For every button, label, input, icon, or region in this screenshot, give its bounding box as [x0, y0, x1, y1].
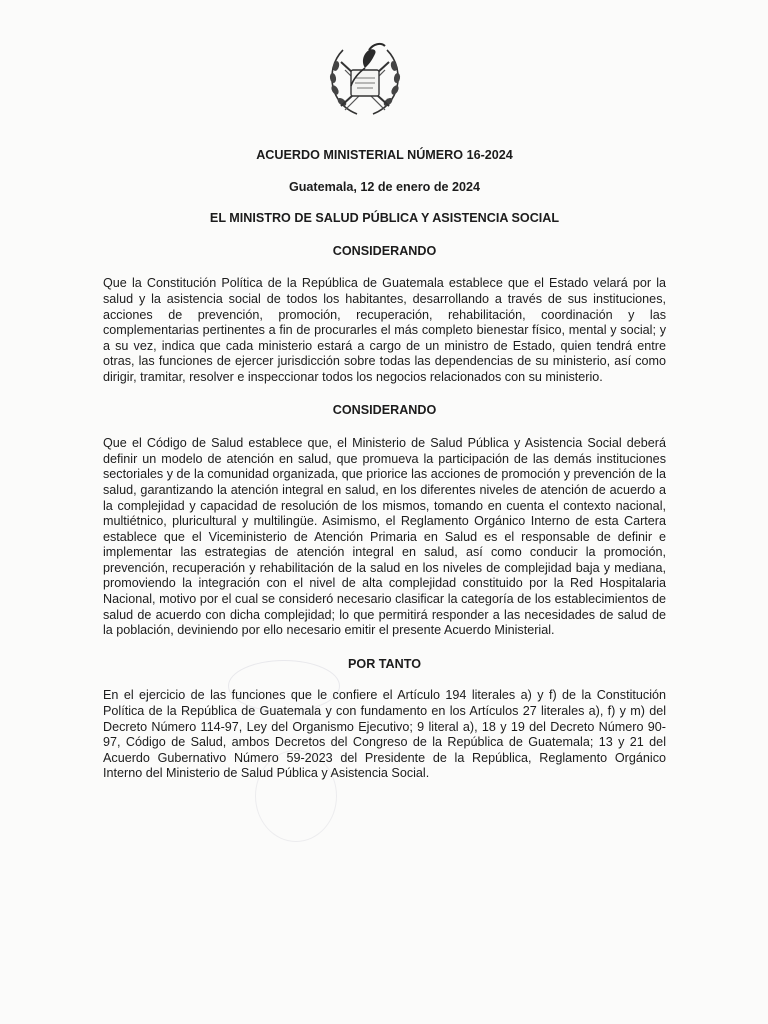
document-body — [103, 148, 666, 782]
document-title: ACUERDO MINISTERIAL NÚMERO 16-2024 — [256, 148, 513, 162]
section-heading-considerando-2: CONSIDERANDO — [332, 402, 437, 417]
paragraph-considerando-1: Que la Constitución Política de la República de Guatemala establece que el Estado velará por la salud y la asistencia social de todos los habitantes, desarrollando a través de sus instituciones, acciones de prevención, promoción, recuperación, rehabilitación, coordinación y las complementarias pertinentes a fin de procurarles el más completo bienestar físico, mental y social; y a su vez, indica que cada ministerio estará a cargo de un ministro de Estado, quien tendrá entre otras, las funciones de ejercer jurisdicción sobre todas las dependencias de su ministerio, así como dirigir, tramitar, resolver e inspeccionar todos los negocios relacionados con su ministerio. — [103, 276, 666, 384]
document-date: Guatemala, 12 de enero de 2024 — [288, 179, 481, 194]
section-heading-considerando-1: CONSIDERANDO — [332, 243, 437, 258]
section-heading-por-tanto: POR TANTO — [348, 656, 421, 671]
issuing-authority: EL MINISTRO DE SALUD PÚBLICA Y ASISTENCIA SOCIAL — [209, 211, 560, 226]
paragraph-considerando-2: Que el Código de Salud establece que, el Ministerio de Salud Pública y Asistencia Social deberá definir un modelo de atención en salud, que promueva la participación de las demás instituciones sectoriales y de la comunidad organizada, que priorice las acciones de promoción y prevención de la salud, garantizando la atención integral en salud, en los diferentes niveles de atención de acuerdo a la complejidad y capacidad de resolución de los mismos, tomando en cuenta el contexto nacional, multiétnico, pluricultural y multilingüe. Asimismo, el Reglamento Orgánico Interno de esta Cartera establece que el Viceministerio de Atención Primaria en Salud es el responsable de definir e implementar las estrategias de atención integral en salud, así como conducir la promoción, prevención, recuperación y rehabilitación de la salud en los niveles de complejidad baja y mediana, promoviendo la integración con el nivel de alta complejidad constituido por la Red Hospitalaria Nacional, motivo por el cual se consideró necesario clasificar la categoría de los establecimientos de salud de acuerdo con dicha complejidad; lo que permitirá responder a las necesidades de salud de la población, deviniendo por ello necesario emitir el presente Acuerdo Ministerial. — [103, 436, 666, 638]
coat-of-arms-icon — [327, 40, 403, 118]
paragraph-por-tanto: En el ejercicio de las funciones que le confiere el Artículo 194 literales a) y f) de la Constitución Política de la República de Guatemala y con fundamento en los Artículos 27 literales a), f) y m) del Decreto Número 114-97, Ley del Organismo Ejecutivo; 9 literal a), 18 y 19 del Decreto Número 90-97, Código de Salud, ambos Decretos del Congreso de la República de Guatemala; 13 y 21 del Acuerdo Gubernativo Número 59-2023 del Presidente de la República, Reglamento Orgánico Interno del Ministerio de Salud Pública y Asistencia Social. — [103, 688, 666, 781]
